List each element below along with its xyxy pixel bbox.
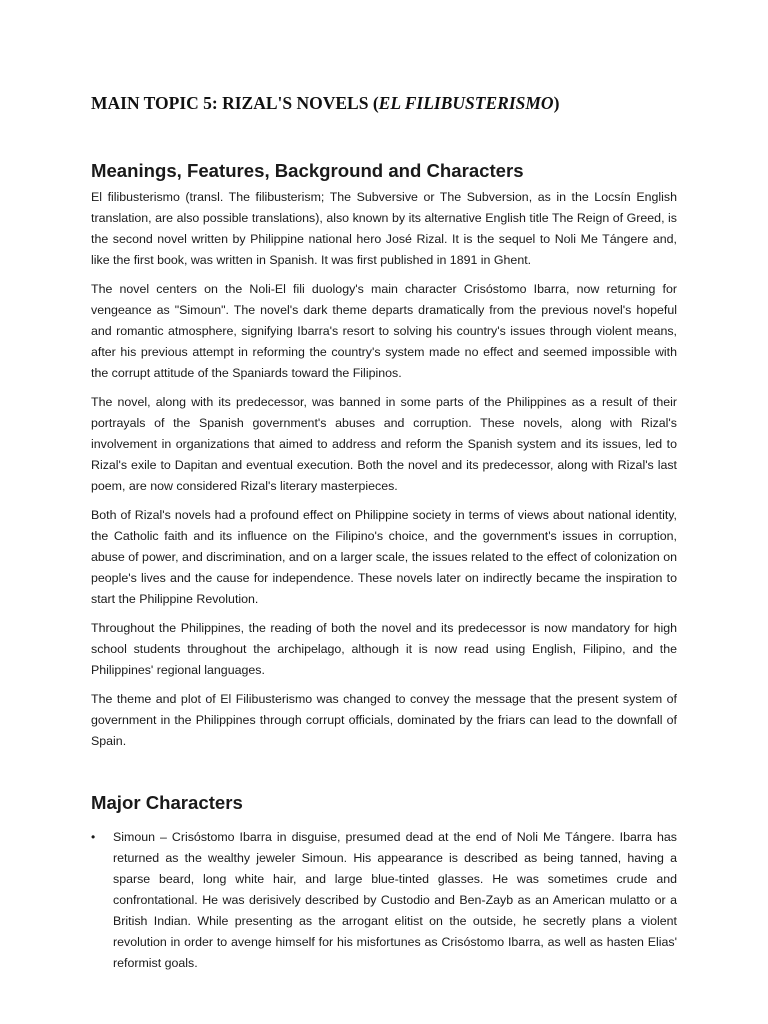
section-heading-characters: Major Characters xyxy=(91,792,243,813)
page-title xyxy=(91,92,691,114)
list-item xyxy=(91,827,677,974)
paragraph-ban: The novel, along with its predecessor, was banned in some parts of the Philippines as a result of their portrayals of the Spanish government's abuses and corruption. These novels, along with Rizal's involvement in organizations that aimed to address and reform the Spanish system and its issues, led to Rizal's exile to Dapitan and eventual execution. Both the novel and its predecessor, along with Rizal's last poem, are now considered Rizal's literary masterpieces. xyxy=(91,395,677,493)
title-prefix: MAIN TOPIC 5: RIZAL'S NOVELS ( xyxy=(91,93,379,113)
title-suffix: ) xyxy=(553,93,560,113)
document-body xyxy=(91,160,677,974)
character-list xyxy=(91,827,677,974)
section-heading-meanings: Meanings, Features, Background and Characters xyxy=(91,160,524,181)
paragraph-effect: Both of Rizal's novels had a profound effect on Philippine society in terms of views about national identity, the Catholic faith and its influence on the Filipino's choice, and the government's issues in corruption, abuse of power, and discrimination, and on a larger scale, the issues related to the effect of colonization on people's lives and the cause for independence. These novels later on indirectly became the inspiration to start the Philippine Revolution. xyxy=(91,508,677,606)
paragraph-plot-theme: The novel centers on the Noli-El fili duology's main character Crisóstomo Ibarra, now returning for vengeance as "Simoun". The novel's dark theme departs dramatically from the previous novel's hopeful and romantic atmosphere, signifying Ibarra's resort to solving his country's issues through violent means, after his previous attempt in reforming the country's system made no effect and seemed impossible with the corrupt attitude of the Spaniards toward the Filipinos. xyxy=(91,282,677,380)
bullet-icon: • xyxy=(91,830,96,844)
paragraph-theme-change: The theme and plot of El Filibusterismo was changed to convey the message that the present system of government in the Philippines through corrupt officials, dominated by the friars can lead to the downfall of Spain. xyxy=(91,692,677,748)
character-description: Simoun – Crisóstomo Ibarra in disguise, presumed dead at the end of Noli Me Tángere. Ibarra has returned as the wealthy jeweler Simoun. His appearance is described as being tanned, having a sparse beard, long white hair, and large blue-tinted glasses. He was sometimes crude and confrontational. He was derisively described by Custodio and Ben-Zayb as an American mulatto or a British Indian. While presenting as the arrogant elitist on the outside, he secretly plans a violent revolution in order to avenge himself for his misfortunes as Crisóstomo Ibarra, as well as hasten Elias' reformist goals. xyxy=(113,830,677,970)
title-emphasis: EL FILIBUSTERISMO xyxy=(378,93,554,113)
paragraph-reading: Throughout the Philippines, the reading of both the novel and its predecessor is now mandatory for high school students throughout the archipelago, although it is now read using English, Filipino, and the Philippines' regional languages. xyxy=(91,621,677,677)
paragraph-intro: El filibusterismo (transl. The filibusterism; The Subversive or The Subversion, as in the Locsín English translation, are also possible translations), also known by its alternative English title The Reign of Greed, is the second novel written by Philippine national hero José Rizal. It is the sequel to Noli Me Tángere and, like the first book, was written in Spanish. It was first published in 1891 in Ghent. xyxy=(91,190,677,267)
